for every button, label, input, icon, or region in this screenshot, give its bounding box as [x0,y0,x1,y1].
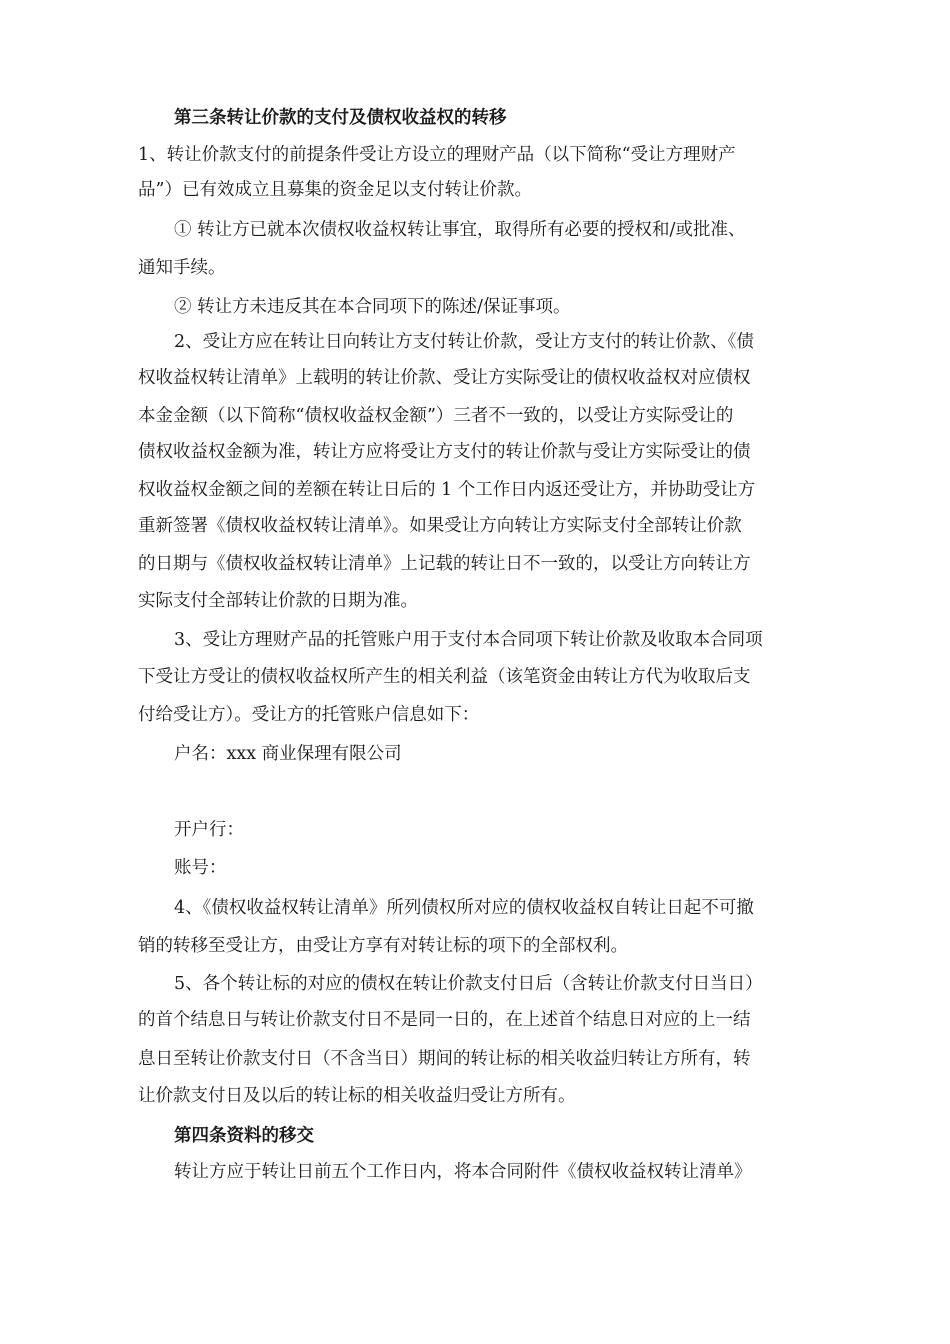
condition-2: ② 转让方未违反其在本合同项下的陈述/保证事项。 [174,297,571,317]
article-3-heading: 第三条转让价款的支付及债权收益权的转移 [174,108,507,128]
paragraph-5-line-2: 的首个结息日与转让价款支付日不是同一日的，在上述首个结息日对应的上一结 [138,1010,751,1030]
paragraph-2-line-3: 本金金额（以下简称“债权收益权金额”）三者不一致的，以受让方实际受让的 [138,406,734,426]
paragraph-5-line-1: 5、各个转让标的对应的债权在转让价款支付日后（含转让价款支付日当日） [174,974,763,994]
condition-1-line-1: ① 转让方已就本次债权收益权转让事宜，取得所有必要的授权和/或批准、 [174,220,746,240]
article-4-heading: 第四条资料的移交 [174,1126,314,1146]
paragraph-2-line-8: 实际支付全部转让价款的日期为准。 [138,591,418,611]
paragraph-5-line-3: 息日至转让价款支付日（不含当日）期间的转让标的相关收益归转让方所有，转 [138,1049,751,1069]
paragraph-3-line-1: 3、受让方理财产品的托管账户用于支付本合同项下转让价款及收取本合同项 [174,630,763,650]
paragraph-5-line-4: 让价款支付日及以后的转让标的相关收益归受让方所有。 [138,1086,576,1106]
paragraph-2-line-4: 债权收益权金额为准，转让方应将受让方支付的转让价款与受让方实际受让的债 [138,442,751,462]
paragraph-2-line-5: 权收益权金额之间的差额在转让日后的 1 个工作日内返还受让方，并协助受让方 [138,480,756,500]
paragraph-3-line-2: 下受让方受让的债权收益权所产生的相关利益（该笔资金由转让方代为收取后支 [138,667,751,687]
paragraph-2-line-1: 2、受让方应在转让日向转让方支付转让价款，受让方支付的转让价款、《债 [174,332,754,352]
condition-1-line-2: 通知手续。 [138,258,226,278]
paragraph-2-line-6: 重新签署《债权收益权转让清单》。如果受让方向转让方实际支付全部转让价款 [138,516,742,536]
paragraph-4-line-2: 销的转移至受让方，由受让方享有对转让标的项下的全部权利。 [138,936,628,956]
opening-bank: 开户行： [174,820,244,840]
paragraph-2-line-7: 的日期与《债权收益权转让清单》上记载的转让日不一致的，以受让方向转让方 [138,554,751,574]
paragraph-2-line-2: 权收益权转让清单》上载明的转让价款、受让方实际受让的债权收益权对应债权 [138,368,751,388]
account-name: 户名：xxx 商业保理有限公司 [174,744,402,764]
paragraph-1-line-1: 1、转让价款支付的前提条件受让方设立的理财产品（以下简称“受让方理财产 [138,145,736,165]
article-4-paragraph-1: 转让方应于转让日前五个工作日内，将本合同附件《债权收益权转让清单》 [174,1162,752,1182]
paragraph-3-line-3: 付给受让方）。受让方的托管账户信息如下： [138,705,480,725]
paragraph-1-line-2: 品”）已有效成立且募集的资金足以支付转让价款。 [138,180,532,200]
paragraph-4-line-1: 4、《债权收益权转让清单》所列债权所对应的债权收益权自转让日起不可撤 [174,898,754,918]
account-number: 账号： [174,858,227,878]
